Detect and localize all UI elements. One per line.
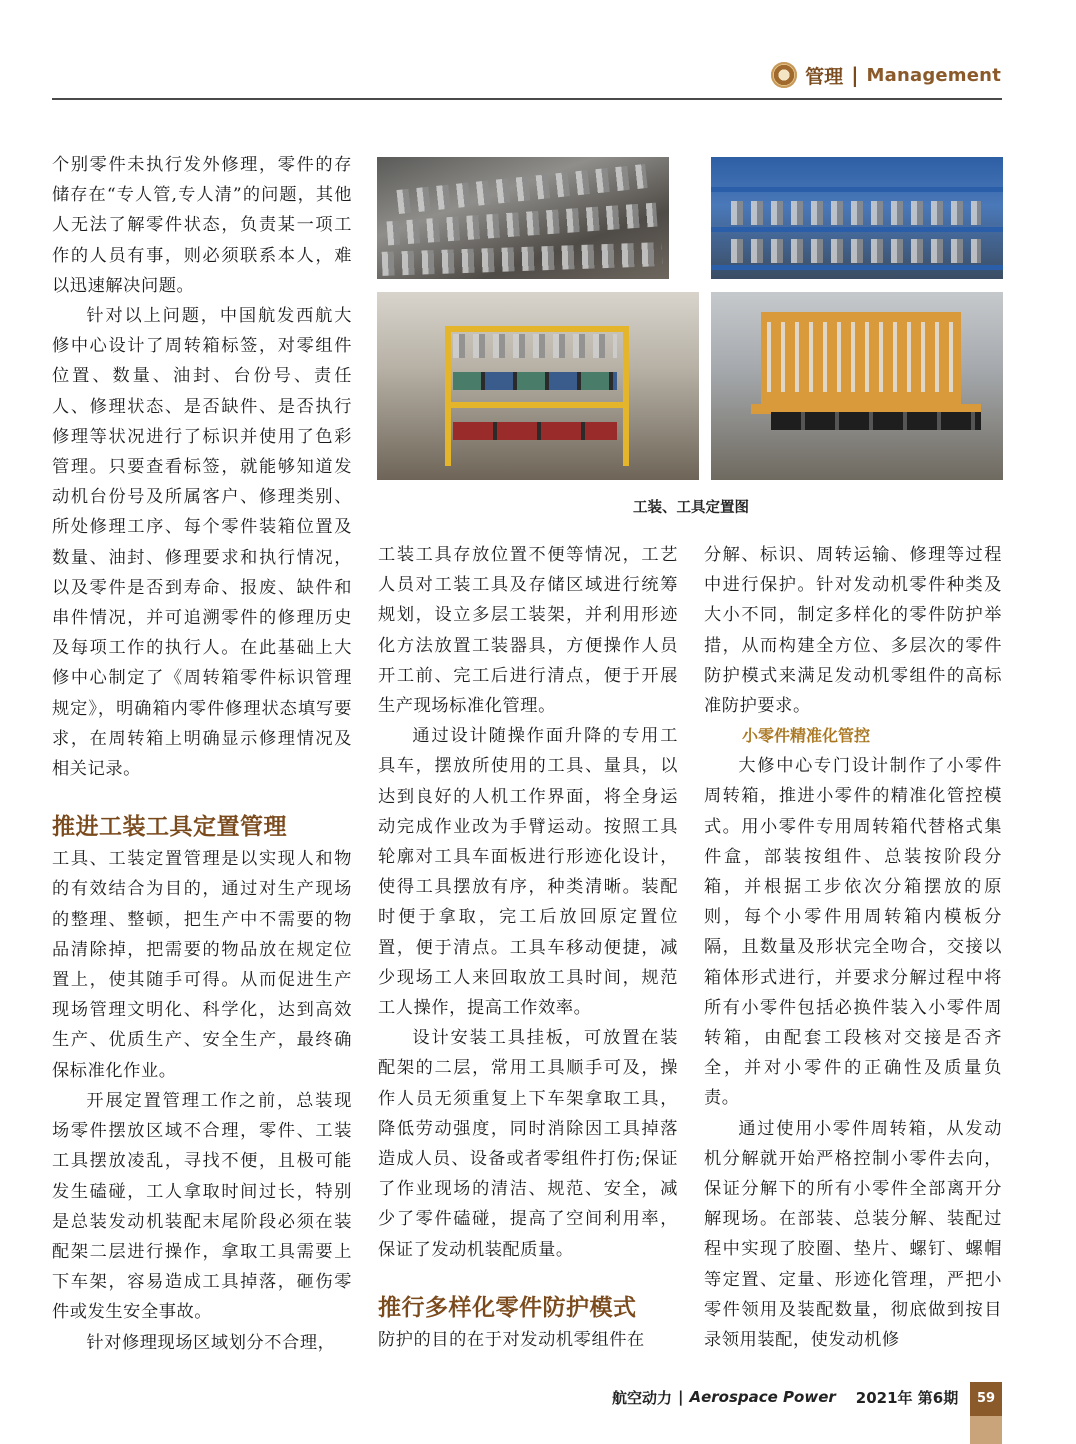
body-paragraph: 大修中心专门设计制作了小零件周转箱，推进小零件的精准化管控模式。用小零件专用周转箱代替格式集件盒，部装按组件、总装按阶段分箱，并根据工步依次分箱摆放的原则，每个小零件用周转箱内模板分隔，且数量及形状完全吻合，交接以箱体形式进行，并要求分解过程中将所有小零件包括必换件装入小零件周转箱，由配套工段核对交接是否齐全，并对小零件的正确性及质量负责。 [704, 756, 1002, 1109]
column-left [52, 150, 352, 1358]
body-paragraph: 工具、工装定置管理是以实现人和物的有效结合为目的，通过对生产现场的整理、整顿，把生产中不需要的物品清除掉，把需要的物品放在规定位置上，使其随手可得。从而促进生产现场管理文明化、科学化，达到高效生产、优质生产、安全生产，最终确保标准化作业。 [52, 849, 352, 1081]
body-paragraph: 开展定置管理工作之前，总装现场零件摆放区域不合理，零件、工装工具摆放凌乱，寻找不便，且极可能发生磕碰，工人拿取时间过长，特别是总装发动机装配末尾阶段必须在装配架二层进行操作，拿取工具需要上下车架，容易造成工具掉落，砸伤零件或发生安全事故。 [52, 1090, 352, 1323]
body-paragraph: 分解、标识、周转运输、修理等过程中进行保护。针对发动机零件种类及大小不同，制定多样化的零件防护举措，从而构建全方位、多层次的零件防护模式来满足发动机零组件的高标准防护要求。 [704, 545, 1002, 717]
header-separator: | [851, 63, 859, 87]
body-paragraph: 针对修理现场区域划分不合理， [86, 1332, 336, 1353]
photo-tool-cart [377, 292, 699, 480]
footer-magazine-en: Aerospace Power [689, 1388, 836, 1406]
running-footer [612, 1384, 958, 1410]
section-title-protection: 推行多样化零件防护模式 [378, 1294, 637, 1321]
column-middle [378, 540, 678, 1355]
body-paragraph: 设计安装工具挂板，可放置在装配架的二层，常用工具顺手可及，操作人员无须重复上下车架拿取工具，降低劳动强度，同时消除因工具掉落造成人员、设备或者零组件打伤;保证了作业现场的清洁、规范、安全，减少了零件磕碰，提高了空间利用率，保证了发动机装配质量。 [378, 1028, 678, 1260]
body-paragraph: 工装工具存放位置不便等情况，工艺人员对工装工具及存储区域进行统筹规划，设立多层工装架，并利用形迹化方法放置工装器具，方便操作人员开工前、完工后进行清点，便于开展生产现场标准化管理。 [378, 545, 678, 717]
header-rule [52, 98, 1002, 100]
column-right [704, 540, 1002, 1355]
body-paragraph: 个别零件未执行发外修理，零件的存储存在“专人管,专人清”的问题，其他人无法了解零件状态，负责某一项工作的人员有事，则必须联系本人，难以迅速解决问题。 [52, 155, 352, 296]
page-tab-decoration [970, 1416, 1002, 1444]
footer-issue: 2021年 第6期 [855, 1388, 959, 1407]
header-section-cn: 管理 [805, 65, 844, 88]
body-paragraph: 针对以上问题，中国航发西航大修中心设计了周转箱标签，对零组件位置、数量、油封、台份号、责任人、修理状态、是否缺件、是否执行修理等状况进行了标识并使用了色彩管理。只要查看标签，就能够知道发动机台份号及所属客户、修理类别、所处修理工序、每个零件装箱位置及数量、油封、修理要求和执行情况，以及零件是否到寿命、报废、缺件和串件情况，并可追溯零件的修理历史及每项工作的执行人。在此基础上大修中心制定了《周转箱零件标识管理规定》，明确箱内零件修理状态填写要求，在周转箱上明确显示修理情况及相关记录。 [52, 306, 352, 780]
figure-photos [377, 157, 1003, 480]
subsection-title: 小零件精准化管控 [742, 726, 871, 746]
body-paragraph: 通过设计随操作面升降的专用工具车，摆放所使用的工具、量具，以达到良好的人机工作界面，将全身运动完成作业改为手臂运动。按照工具轮廓对工具车面板进行形迹化设计，使得工具摆放有序，种类清晰。装配时便于拿取，完工后放回原定置位置，便于清点。工具车移动便捷，减少现场工人来回取放工具时间，规范工人操作，提高工作效率。 [378, 726, 678, 1019]
body-paragraph: 通过使用小零件周转箱，从发动机分解就开始严格控制小零件去向，保证分解下的所有小零件全部离开分解现场。在部装、总装分解、装配过程中实现了胶圈、垫片、螺钉、螺帽等定置、定量、形迹化管理，严把小零件领用及装配数量，彻底做到按目录领用装配，使发动机修 [704, 1118, 1002, 1351]
photo-tool-board [711, 292, 1003, 480]
header-section-en: Management [866, 64, 1001, 86]
journal-logo-icon [771, 62, 797, 88]
body-paragraph: 防护的目的在于对发动机零组件在 [378, 1329, 645, 1350]
footer-magazine-cn: 航空动力 [612, 1388, 673, 1407]
photo-parts-tray [377, 157, 669, 279]
page-number: 59 [970, 1382, 1002, 1416]
section-title-tooling: 推进工装工具定置管理 [52, 814, 287, 841]
photo-blue-shelves [711, 157, 1003, 279]
footer-separator: | [678, 1388, 684, 1406]
running-header [771, 60, 1001, 90]
figure-caption: 工装、工具定置图 [633, 500, 749, 516]
